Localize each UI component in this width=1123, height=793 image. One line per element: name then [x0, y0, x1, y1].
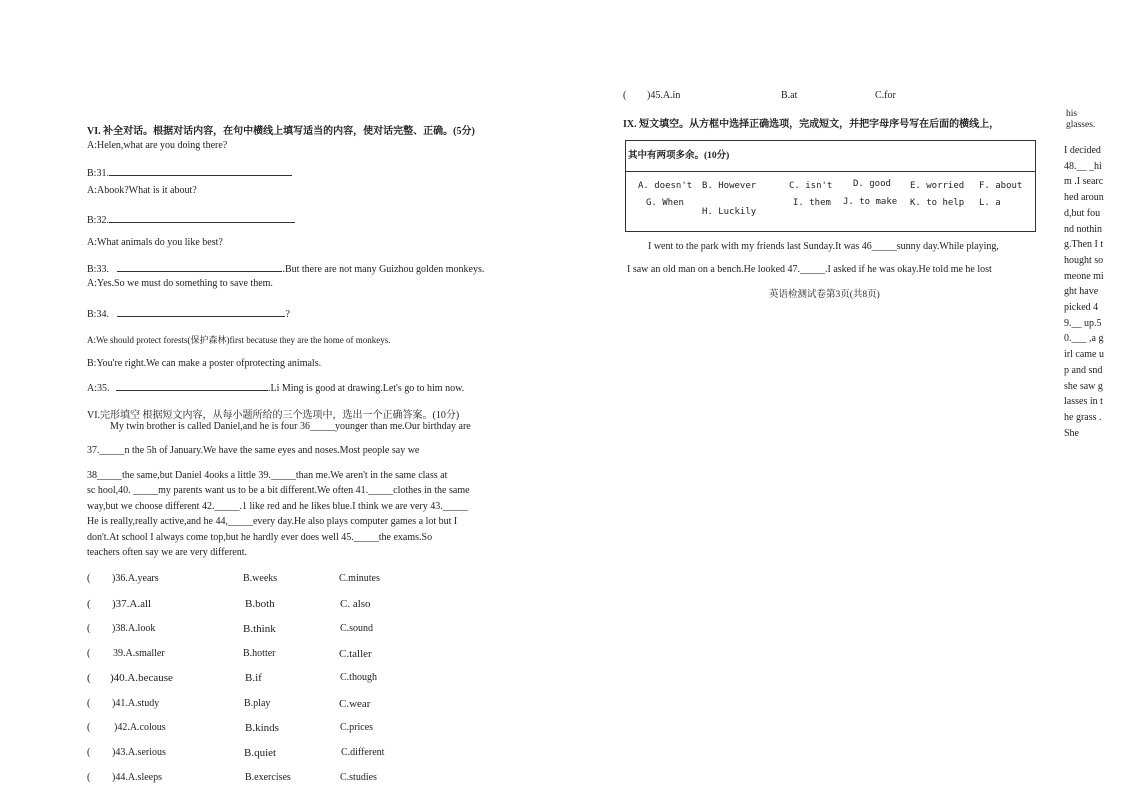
option-b: B.play [244, 698, 271, 709]
dialogue-line: A:Helen,what are you doing there? [87, 140, 228, 151]
option-c: C.sound [340, 623, 374, 634]
answer-blank-32[interactable] [109, 213, 295, 223]
answer-paren[interactable]: ( [87, 747, 91, 758]
option-c: C.wear [339, 698, 371, 710]
dialogue-label: B:34. [87, 309, 109, 320]
dialogue-line-31 [87, 166, 292, 181]
option-c: C.for [875, 90, 896, 101]
dialogue-text: .Li Ming is good at drawing.Let's go to him now. [268, 383, 465, 394]
cloze-line: don't.At school I always come top,but he hardly ever does well 45._____the exams.So [87, 531, 433, 543]
option-a: 39.A.smaller [113, 648, 165, 659]
cloze-line: He is really,really active,and he 44,_____every day.He also plays computer games a lot but I [87, 516, 458, 527]
answer-blank-33[interactable] [117, 262, 282, 272]
word-option: E. worried [910, 181, 965, 191]
left-column [0, 0, 560, 793]
section-6-dialogue-title: VI. 补全对话。根据对话内容，在句中横线上填写适当的内容，使对话完整、正确。(5分) [87, 126, 475, 137]
cloze-line: sc hool,40. _____my parents want us to be a bit different.We often 41._____clothes in the same [87, 485, 470, 496]
cloze-line: 37._____n the 5h of January.We have the same eyes and noses.Most people say we [87, 445, 420, 456]
option-c: C.prices [340, 722, 374, 733]
dialogue-line-33 [87, 262, 484, 277]
answer-blank-34[interactable] [117, 307, 285, 317]
dialogue-line: A:Yes.So we must do something to save them. [87, 278, 273, 289]
option-a: )40.A.because [110, 672, 173, 684]
strip-top-text: his glasses. [1066, 109, 1096, 130]
cloze-passage [87, 443, 506, 459]
section-6-cloze-title: VI.完形填空 根据短文内容，从每小题所给的三个选项中，选出一个正确答案。(10分) [87, 410, 460, 421]
answer-paren[interactable]: ( [87, 772, 91, 783]
word-option: F. about [979, 181, 1023, 191]
cloze-passage [87, 419, 506, 435]
option-c: C.taller [339, 648, 372, 660]
option-b: B.quiet [244, 747, 277, 759]
answer-paren[interactable]: ( [87, 573, 91, 584]
option-c: C.studies [340, 772, 377, 783]
dialogue-label: B:31. [87, 168, 109, 179]
option-a: )37.A.all [112, 598, 152, 610]
option-c: C.though [340, 672, 377, 683]
option-row-45 [623, 90, 923, 104]
cloze-line: 38_____the same,but Daniel 4ooks a little 39._____than me.We aren't in the same class at [87, 470, 448, 481]
option-c: C.minutes [339, 573, 380, 584]
word-option: K. to help [910, 198, 965, 208]
option-b: B.weeks [243, 573, 278, 584]
word-option: D. good [853, 179, 891, 189]
option-a: )45.A.in [647, 90, 681, 101]
option-b: B.exercises [245, 772, 291, 783]
dialogue-line: A:What animals do you like best? [87, 237, 223, 248]
answer-paren[interactable]: ( [87, 648, 91, 659]
box-divider [626, 171, 1035, 172]
option-a: )44.A.sleeps [112, 772, 162, 783]
page-footer: 英语检测试卷第3页(共8页) [769, 290, 880, 300]
option-a: )43.A.serious [112, 747, 166, 758]
word-option: J. to make [843, 197, 898, 207]
option-b: B.kinds [245, 722, 279, 734]
option-a: )42.A.colous [114, 722, 166, 733]
answer-paren[interactable]: ( [87, 722, 91, 733]
cloze-line: My twin brother is called Daniel,and he is four 36_____younger than me.Our birthday are [110, 421, 471, 432]
word-option: I. them [793, 198, 831, 208]
dialogue-line-34 [87, 307, 290, 322]
word-option: G. When [646, 198, 684, 208]
cloze-line: way,but we choose different 42._____.1 like red and he likes blue.I think we are very 43._____ [87, 500, 468, 512]
option-b: B.both [245, 598, 275, 610]
word-option: L. a [979, 198, 1001, 208]
overflow-text-strip: I decided 48.__ _him .I searched around,but found nothing.Then I thought someone might have picked 49.__ up.50.___ ,a girl came up and snd she saw glasses in the grass .She [1064, 145, 1104, 439]
answer-paren[interactable]: ( [87, 598, 91, 610]
dialogue-label: B:32. [87, 215, 109, 226]
dialogue-text: .But there are not many Guizhou golden monkeys. [282, 264, 485, 275]
option-b: B.hotter [243, 648, 276, 659]
section-9-passage-line: I saw an old man on a bench.He looked 47._____.I asked if he was okay.He told me he lost [627, 264, 992, 275]
cloze-line: teachers often say we are very different. [87, 547, 248, 558]
section-9-title: IX. 短文填空。从方框中选择正确选项，完成短文，并把字母序号写在后面的横线上， [623, 119, 1000, 130]
dialogue-line-32 [87, 213, 295, 228]
dialogue-text: ? [285, 309, 290, 320]
dialogue-line: A:Abook?What is it about? [87, 185, 197, 196]
dialogue-line: B:You're right.We can make a poster ofprotecting animals. [87, 358, 322, 369]
dialogue-label: A:35. [87, 383, 110, 394]
answer-paren[interactable]: ( [87, 672, 91, 684]
dialogue-label: B:33. [87, 264, 109, 275]
section-9-subtitle: 其中有两项多余。(10分) [628, 151, 730, 161]
dialogue-line: A:We should protect forests(保护森林)first becatuse they are the home of monkeys. [87, 335, 391, 345]
word-option: H. Luckily [702, 207, 757, 217]
word-option: A. doesn't [638, 181, 693, 191]
option-a: )41.A.study [112, 698, 160, 709]
cloze-passage [87, 483, 506, 561]
answer-blank-35[interactable] [116, 381, 268, 391]
word-box [625, 140, 1036, 232]
word-option: C. isn't [789, 181, 833, 191]
answer-paren[interactable]: ( [87, 698, 91, 709]
cloze-passage [87, 468, 506, 484]
word-option: B. However [702, 181, 757, 191]
option-b: B.think [243, 623, 276, 635]
answer-blank-31[interactable] [109, 166, 292, 176]
section-9-passage-line: I went to the park with my friends last Sunday.It was 46_____sunny day.While playing, [648, 241, 999, 252]
option-b: B.if [245, 672, 262, 684]
dialogue-line-35 [87, 381, 464, 396]
answer-paren[interactable]: ( [87, 623, 91, 634]
option-c: C.different [341, 747, 385, 758]
option-a: )36.A.years [112, 573, 159, 584]
option-a: )38.A.look [112, 623, 156, 634]
answer-paren[interactable]: ( [623, 90, 627, 101]
option-c: C. also [340, 598, 371, 610]
option-b: B.at [781, 90, 798, 101]
